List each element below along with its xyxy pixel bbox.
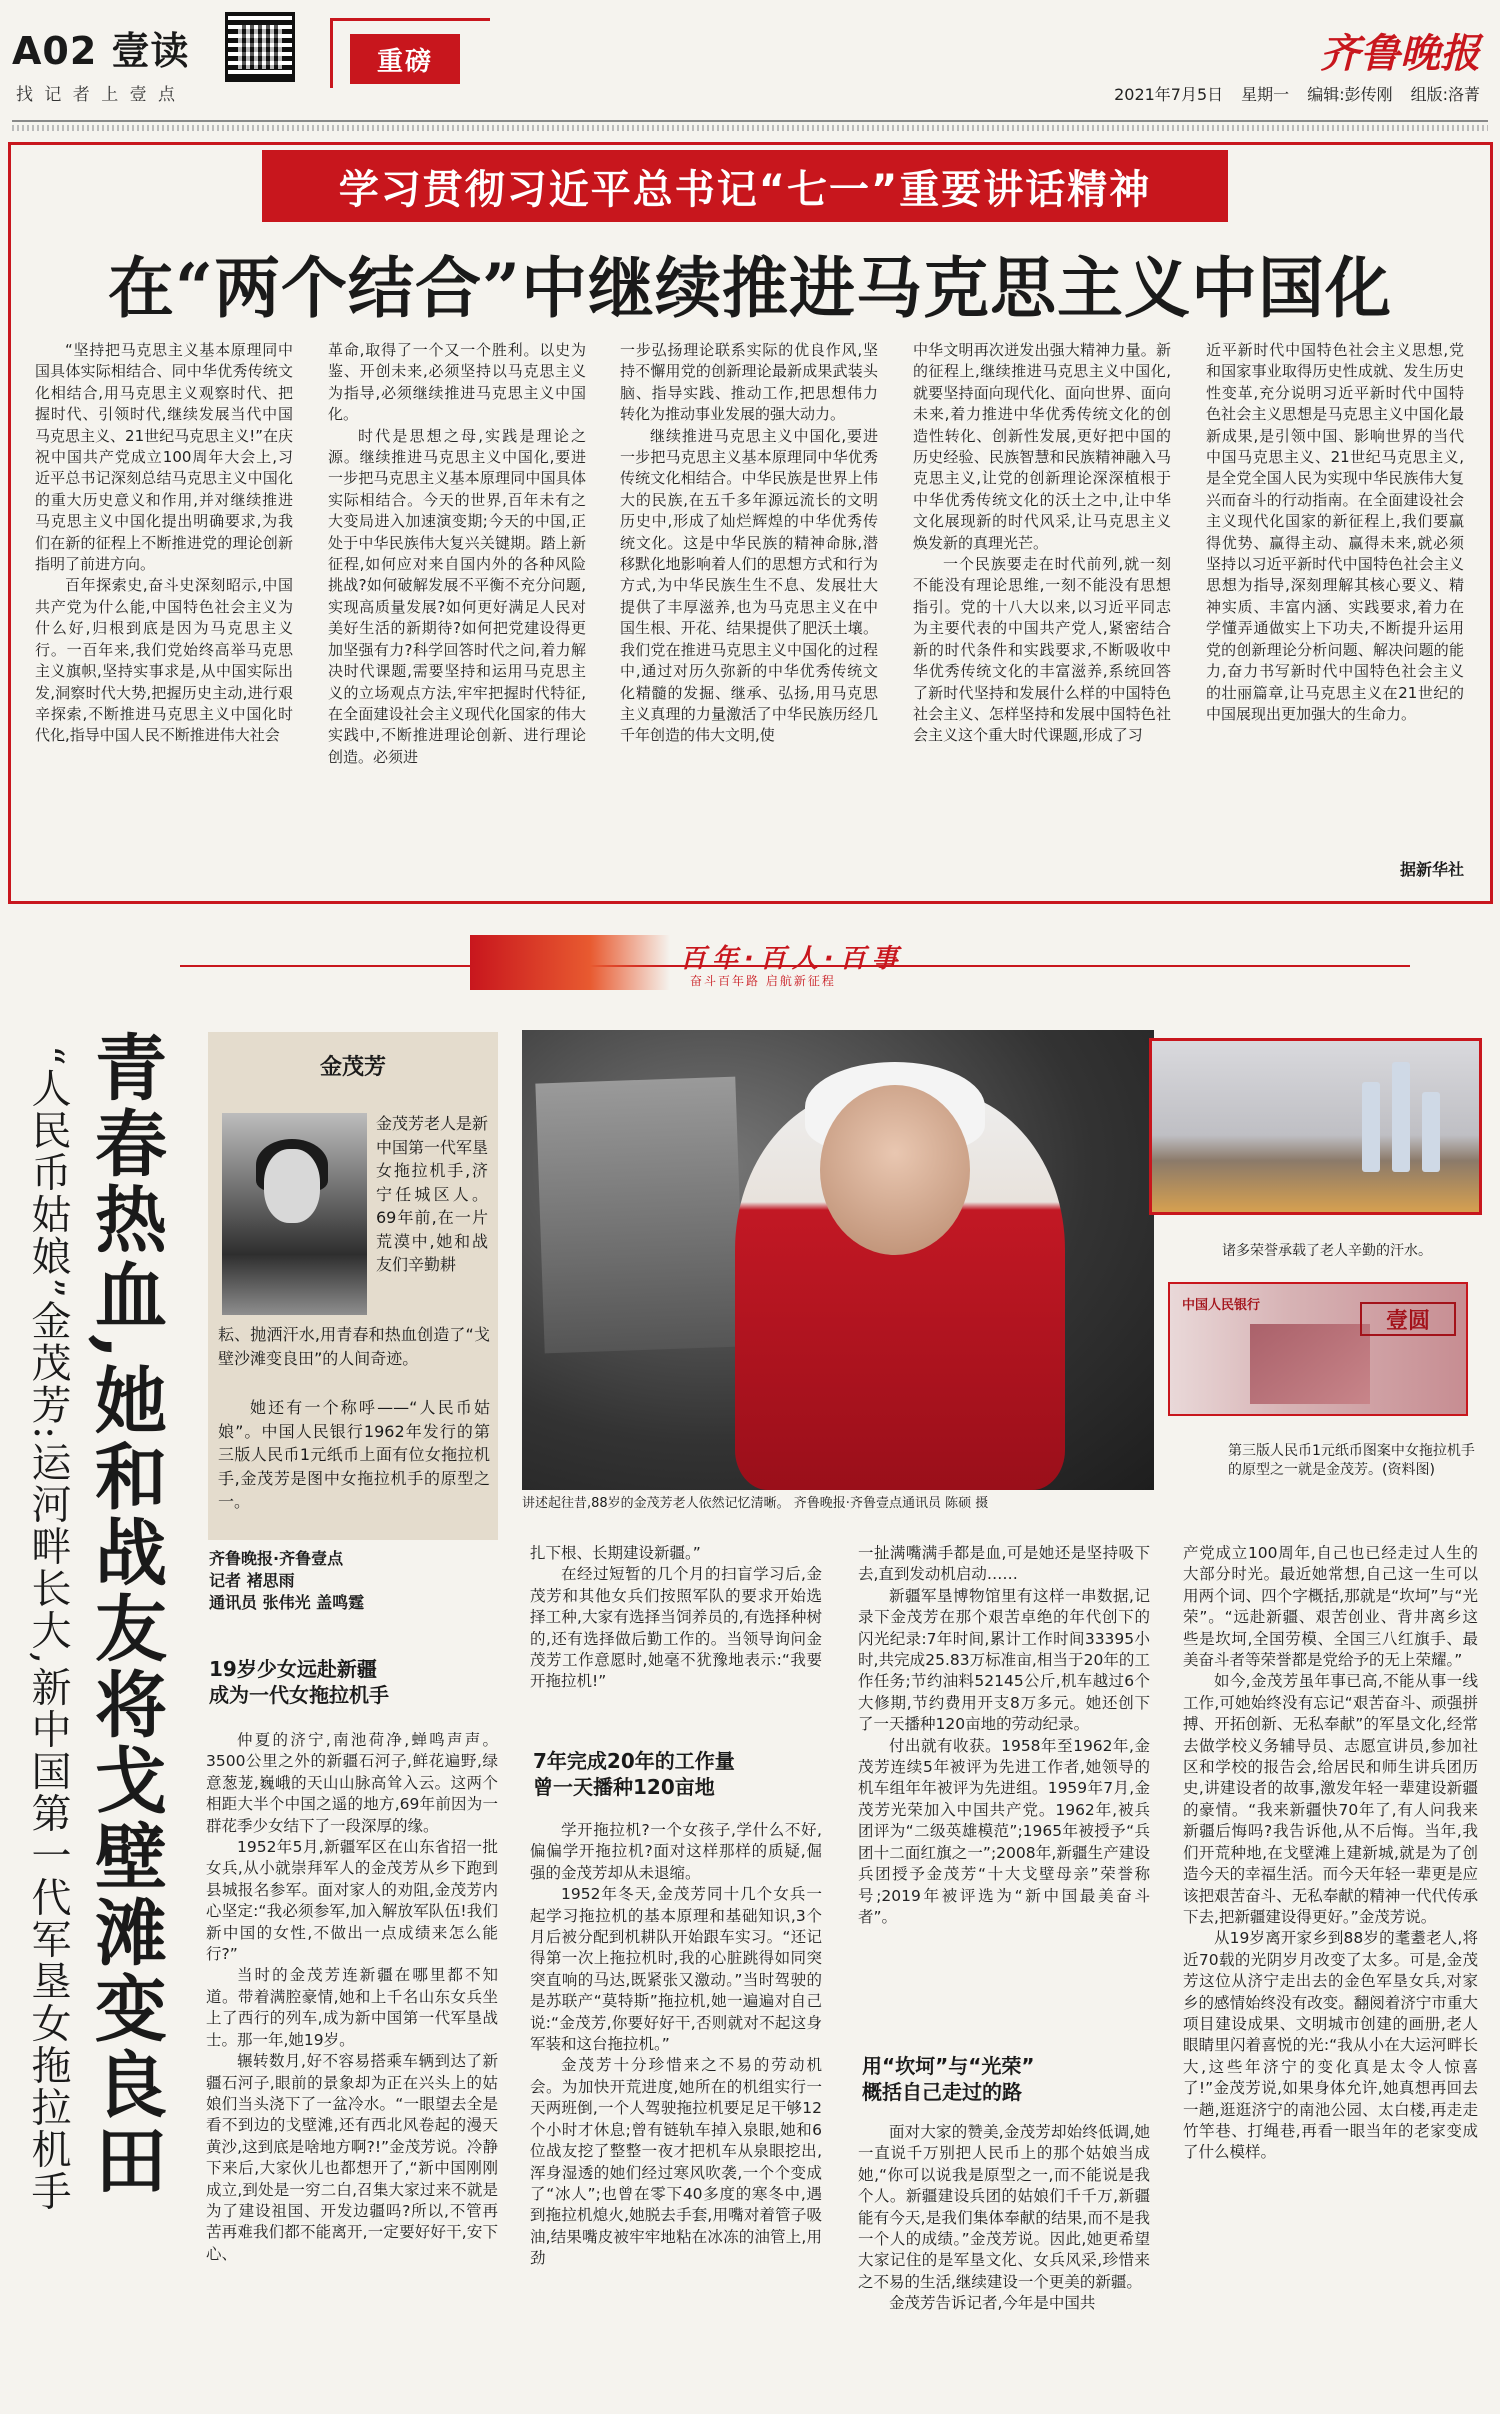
- qr-code-icon[interactable]: [225, 12, 295, 82]
- header-dotted-rule: [12, 125, 1488, 131]
- section-slogan: 找 记 者 上 壹 点: [16, 85, 179, 105]
- feature-subheadline: “人民币姑娘”金茂芳:运河畔长大,新中国第一代军垦女拖拉机手: [25, 1045, 71, 2213]
- issue-date: 2021年7月5日: [1114, 85, 1224, 104]
- trophy-icon: [1422, 1092, 1440, 1172]
- paragraph: 时代是思想之母,实践是理论之源。继续推进马克思主义中国化,要进一步把马克思主义基本原理同中国具体实际相结合。今天的世界,百年未有之大变局进入加速演变期;今天的中国,正处于中华民族伟大复兴关键期。踏上新征程,如何应对来自国内外的各种风险挑战?如何破解发展不平衡不充分问题,实现高质量发展?如何更好满足人民对美好生活的新期待?如何把党建设得更加坚强有力?科学回答时代之问,着力解决时代课题,需要坚持和运用马克思主义的立场观点方法,牢牢把握时代特征,在全面建设社会主义现代化国家的伟大实践中,不断推进理论创新、进行理论创造。必须进: [328, 426, 586, 766]
- credit-line: 记者 褚思雨: [209, 1571, 295, 1590]
- campaign-slogan: 学习贯彻习近平总书记“七一”重要讲话精神: [262, 150, 1228, 222]
- paragraph: 仲夏的济宁,南池荷净,蝉鸣声声。3500公里之外的新疆石河子,鲜花遍野,绿意葱茏,巍峨的天山山脉高耸入云。这两个相距大半个中国之遥的地方,69年前因为一群花季少女结下了一段深厚的缘。: [206, 1731, 498, 1835]
- designer-credit: 组版:洛菁: [1410, 85, 1480, 104]
- feature-column-1: [206, 1730, 498, 2406]
- paragraph: 新疆军垦博物馆里有这样一串数据,记录下金茂芳在那个艰苦卓绝的年代创下的闪光纪录:7年时间,累计工作时间33395小时,共完成25.83万标准亩,相当于20年的工作任务;节约油料52145公斤,机车越过6个大修期,节约费用开支8万多元。她还创下了一天播种120亩地的劳动纪录。: [858, 1586, 1150, 1734]
- banknote-vignette: [1250, 1324, 1370, 1404]
- article-column-3: [620, 340, 878, 888]
- banknote-caption: 第三版人民币1元纸币图案中女拖拉机手的原型之一就是金茂芳。(资料图): [1228, 1443, 1475, 1478]
- paragraph: 面对大家的赞美,金茂芳却始终低调,她一直说千万别把人民币上的那个姑娘当成她,“你可以说我是原型之一,而不能说是我个人。新疆建设兵团的姑娘们千千万,新疆能有今天,是我们集体奉献的结果,而不是我一个人的成绩。”金茂芳说。因此,她更希望大家记住的是军垦文化、女兵风采,珍惜来之不易的生活,继续建设一个更美的新疆。: [858, 2123, 1150, 2291]
- header-rule: [12, 120, 1488, 122]
- credit-line: 齐鲁晚报·齐鲁壹点: [209, 1549, 344, 1568]
- column-title: 百年·百人·百事: [680, 944, 904, 974]
- issue-weekday: 星期一: [1241, 85, 1290, 104]
- feature-column-3b: [858, 2122, 1150, 2406]
- medals-caption: 诸多荣誉承载了老人辛勤的汗水。: [1222, 1243, 1432, 1259]
- party-flag-icon: [470, 935, 670, 990]
- feature-column-2b: [530, 1820, 822, 2406]
- paragraph: 当时的金茂芳连新疆在哪里都不知道。带着满腔豪情,她和上千名山东女兵坐上了西行的列车,成为新中国第一代军垦战士。那一年,她19岁。: [206, 1966, 498, 2049]
- article-column-5: [1206, 340, 1464, 860]
- feature-column-3a: [858, 1543, 1150, 2047]
- subhead-line: 用“坎坷”与“光荣”: [862, 2054, 1035, 2078]
- editor-credit: 编辑:彭传刚: [1307, 85, 1393, 104]
- paragraph: 金茂芳十分珍惜来之不易的劳动机会。为加快开荒进度,她所在的机组实行一天两班倒,一个人驾驶拖拉机要足足干够12个小时才休息;曾有链轨车掉入泉眼,她和6位战友挖了整整一夜才把机车从泉眼挖出,浑身湿透的她们经过寒风吹袭,一个个变成了“冰人”;也曾在零下40多度的寒冬中,遇到拖拉机熄火,她脱去手套,用嘴对着管子吸油,结果嘴皮被牢牢地粘在冰冻的油管上,用劲: [530, 2056, 822, 2268]
- face-shape: [820, 1085, 970, 1255]
- paragraph: 1952年冬天,金茂芳同十几个女兵一起学习拖拉机的基本原理和基础知识,3个月后被分配到机耕队开始跟车实习。“还记得第一次上拖拉机时,我的心脏跳得如同突突直响的马达,既紧张又激动。”当时驾驶的是苏联产“莫特斯”拖拉机,她一遍遍对自己说:“金茂芳,你要好好干,否则就对不起这身军装和这台拖拉机。”: [530, 1885, 822, 2054]
- main-photo-caption: 讲述起往昔,88岁的金茂芳老人依然记忆清晰。 齐鲁晚报·齐鲁壹点通讯员 陈硕 摄: [522, 1496, 989, 1511]
- article-source: 据新华社: [1399, 860, 1464, 879]
- section-subhead: [209, 1656, 499, 1708]
- feature-column-4: [1183, 1543, 1478, 2406]
- paragraph: 革命,取得了一个又一个胜利。以史为鉴、开创未来,必须坚持以马克思主义为指导,必须继续推进马克思主义中国化。: [328, 341, 586, 424]
- subhead-line: 成为一代女拖拉机手: [209, 1683, 389, 1707]
- paragraph: 一个民族要走在时代前列,就一刻不能没有理论思维,一刻不能没有思想指引。党的十八大以来,以习近平同志为主要代表的中国共产党人,紧密结合新的时代条件和实践要求,不断吸收中华优秀传统文化的丰富滋养,系统回答了新时代坚持和发展什么样的中国特色社会主义、怎样坚持和发展中国特色社会主义这个重大时代课题,形成了习: [913, 555, 1171, 745]
- article-column-4: [913, 340, 1171, 888]
- paragraph: 金茂芳告诉记者,今年是中国共: [889, 2294, 1096, 2313]
- profile-name: 金茂芳: [319, 1055, 386, 1080]
- profile-text: 金茂芳老人是新中国第一代军垦女拖拉机手,济宁任城区人。69年前,在一片荒漠中,她和战友们辛勤耕: [376, 1114, 489, 1274]
- paragraph: 继续推进马克思主义中国化,要进一步把马克思主义基本原理同中华优秀传统文化相结合。中华民族是世界上伟大的民族,在五千多年源远流长的文明历史中,形成了灿烂辉煌的中华优秀传统文化。这是中华民族的精神命脉,潜移默化地影响着人们的思想方式和行为方式,为中华民族生生不息、发展壮大提供了丰厚滋养,也为马克思主义在中国生根、开花、结果提供了肥沃土壤。我们党在推进马克思主义中国化的过程中,通过对历久弥新的中华优秀传统文化精髓的发掘、继承、弘扬,用马克思主义真理的力量激活了中华民族历经几千年创造的伟大文明,使: [620, 426, 878, 745]
- paragraph: 学开拖拉机?一个女孩子,学什么不好,偏偏学开拖拉机?面对这样那样的质疑,倔强的金茂芳却从未退缩。: [530, 1821, 822, 1882]
- trophy-icon: [1362, 1082, 1380, 1172]
- profile-text: 耘、抛洒汗水,用青春和热血创造了“戈壁沙滩变良田”的人间奇迹。: [218, 1325, 490, 1368]
- article-column-2: [328, 340, 586, 888]
- trophy-icon: [1392, 1062, 1410, 1172]
- dateline: [1114, 82, 1480, 105]
- paragraph: 在经过短暂的几个月的扫盲学习后,金茂芳和其他女兵们按照军队的要求开始选择工种,大家有选择当饲养员的,有选择种树的,还有选择做后勤工作的。当领导询问金茂芳工作意愿时,她毫不犹豫地表示:“我要开拖拉机!”: [530, 1565, 822, 1691]
- feature-headline: 青春热血,她和战友将戈壁滩变良田: [83, 1030, 168, 2200]
- page-code: A02 壹读: [12, 29, 190, 73]
- paragraph: 从19岁离开家乡到88岁的耄耋老人,将近70载的光阴岁月改变了太多。可是,金茂芳这位从济宁走出去的金色军垦女兵,对家乡的感情始终没有改变。翻阅着济宁市重大项目建设成果、文明城市创建的画册,老人眼睛里闪着喜悦的光:“我从小在大运河畔长大,这些年济宁的变化真是太令人惊喜了!”金茂芳说,如果身体允许,她真想再回去一趟,逛逛济宁的南池公园、太白楼,再走走竹竿巷、打绳巷,再看一眼当年的老家变成了什么模样。: [1183, 1929, 1478, 2162]
- paragraph: “坚持把马克思主义基本原理同中国具体实际相结合、同中华优秀传统文化相结合,用马克思主义观察时代、把握时代、引领时代,继续发展当代中国马克思主义、21世纪马克思主义!”在庆祝中国共产党成立100周年大会上,习近平总书记深刻总结马克思主义中国化的重大历史意义和作用,并对继续推进马克思主义中国化提出明确要求,为我们在新的征程上不断推进党的理论创新指明了前进方向。: [35, 341, 293, 574]
- wall-photo: [535, 1077, 744, 1354]
- newspaper-brand: 齐鲁晚报: [1320, 30, 1480, 77]
- subhead-line: 概括自己走过的路: [862, 2080, 1022, 2104]
- feature-credits: [209, 1548, 499, 1614]
- paragraph: 近平新时代中国特色社会主义思想,党和国家事业取得历史性成就、发生历史性变革,充分说明习近平新时代中国特色社会主义思想是马克思主义中国化最新成果,是引领中国、影响世界的当代中国马克思主义、21世纪马克思主义,是全党全国人民为实现中华民族伟大复兴而奋斗的行动指南。在全面建设社会主义现代化国家的新征程上,我们要赢得优势、赢得主动、赢得未来,就必须坚持以习近平新时代中国特色社会主义思想为指导,深刻理解其核心要义、精神实质、丰富内涵、实践要求,着力在学懂弄通做实上下功夫,不断提升运用党的创新理论分析问题、解决问题的能力,奋力书写新时代中国特色社会主义的壮丽篇章,让马克思主义在21世纪的中国展现出更加强大的生命力。: [1206, 341, 1464, 723]
- banknote-issuer: 中国人民银行: [1182, 1298, 1261, 1313]
- section-subhead: [533, 1748, 823, 1800]
- paragraph: 产党成立100周年,自己也已经走过人生的大部分时光。最近她常想,自己这一生可以用两个词、四个字概括,那就是“坎坷”与“光荣”。“远赴新疆、艰苦创业、背井离乡这些是坎坷,全国劳模、全国三八红旗手、最美奋斗者等荣誉都是党给予的无上荣耀。”: [1183, 1544, 1478, 1670]
- feature-column-2a: [530, 1543, 822, 1719]
- subhead-line: 7年完成20年的工作量: [533, 1749, 735, 1773]
- paragraph: 如今,金茂芳虽年事已高,不能从事一线工作,可她始终没有忘记“艰苦奋斗、顽强拼搏、开拓创新、无私奉献”的军垦文化,经常去做学校义务辅导员、志愿宣讲员,参加社区和学校的报告会,给居民和师生讲兵团历史,讲建设者的故事,激发年轻一辈建设新疆的豪情。“我来新疆快70年了,有人问我来新疆后悔吗?我告诉他,从不后悔。当年,我们开荒种地,在戈壁滩上建新城,就是为了创造今天的幸福生活。而今天年轻一辈更是应该把艰苦奋斗、无私奉献的精神一代代传承下去,把新疆建设得更好。”金茂芳说。: [1183, 1672, 1478, 1926]
- section-subhead: [862, 2053, 1152, 2105]
- portrait-photo: [222, 1113, 367, 1315]
- banknote-denomination: 壹圆: [1360, 1302, 1456, 1336]
- banknote-photo: [1168, 1282, 1468, 1416]
- paragraph: 1952年5月,新疆军区在山东省招一批女兵,从小就崇拜军人的金茂芳从乡下跑到县城报名参军。面对家人的劝阻,金茂芳内心坚定:“我必须参军,加入解放军队伍!我们新中国的女性,不做出一点成绩来怎么能行?”: [206, 1838, 498, 1964]
- paragraph: 扎下根、长期建设新疆。”: [530, 1544, 701, 1562]
- section-tag: 重磅: [350, 34, 460, 84]
- subhead-line: 19岁少女远赴新疆: [209, 1657, 377, 1681]
- paragraph: 百年探索史,奋斗史深刻昭示,中国共产党为什么能,中国特色社会主义为什么好,归根到底是因为马克思主义行。一百年来,我们党始终高举马克思主义旗帜,坚持实事求是,从中国实际出发,洞察时代大势,把握历史主动,进行艰辛探索,不断推进马克思主义中国化时代化,指导中国人民不断推进伟大社会: [35, 576, 293, 745]
- paragraph: 辗转数月,好不容易搭乘车辆到达了新疆石河子,眼前的景象却为正在兴头上的姑娘们当头浇下了一盆冷水。“一眼望去全是看不到边的戈壁滩,还有西北风卷起的漫天黄沙,这到底是啥地方啊?!”金茂芳说。冷静下来后,大家伙儿也都想开了,“新中国刚刚成立,到处是一穷二白,召集大家过来不就是为了建设祖国、开发边疆吗?所以,不管再苦再难我们都不能离开,一定要好好干,安下心、: [206, 2052, 498, 2263]
- column-subtitle: 奋斗百年路 启航新征程: [690, 974, 836, 988]
- credit-line: 通讯员 张伟光 盖鸣霆: [209, 1593, 365, 1612]
- paragraph: 一扯满嘴满手都是血,可是她还是坚持吸下去,直到发动机启动……: [858, 1544, 1150, 1584]
- article-headline: 在“两个结合”中继续推进马克思主义中国化: [108, 249, 1392, 327]
- medals-photo: [1149, 1038, 1482, 1215]
- subhead-line: 曾一天播种120亩地: [533, 1775, 715, 1799]
- paragraph: 一步弘扬理论联系实际的优良作风,坚持不懈用党的创新理论最新成果武装头脑、指导实践、推动工作,把思想伟力转化为推动事业发展的强大动力。: [620, 341, 878, 424]
- article-column-1: [35, 340, 293, 888]
- profile-text: 她还有一个称呼——“人民币姑娘”。中国人民银行1962年发行的第三版人民币1元纸币上面有位女拖拉机手,金茂芳是图中女拖拉机手的原型之一。: [218, 1398, 490, 1511]
- paragraph: 中华文明再次迸发出强大精神力量。新的征程上,继续推进马克思主义中国化,就要坚持面向现代化、面向世界、面向未来,着力推进中华优秀传统文化的创造性转化、创新性发展,更好把中国的历史经验、民族智慧和民族精神融入马克思主义,让党的创新理论深深植根于中华优秀传统文化的沃土之中,让中华文化展现新的时代风采,让马克思主义焕发新的真理光芒。: [913, 341, 1171, 552]
- paragraph: 付出就有收获。1958年至1962年,金茂芳连续5年被评为先进工作者,她领导的机车组年年被评为先进组。1959年7月,金茂芳光荣加入中国共产党。1962年,被兵团评为“二级英雄模范”;1965年被授予“兵团十二面红旗之一”;2008年,新疆生产建设兵团授予金茂芳“十大戈壁母亲”荣誉称号;2019年被评选为“新中国最美奋斗者”。: [858, 1736, 1150, 1926]
